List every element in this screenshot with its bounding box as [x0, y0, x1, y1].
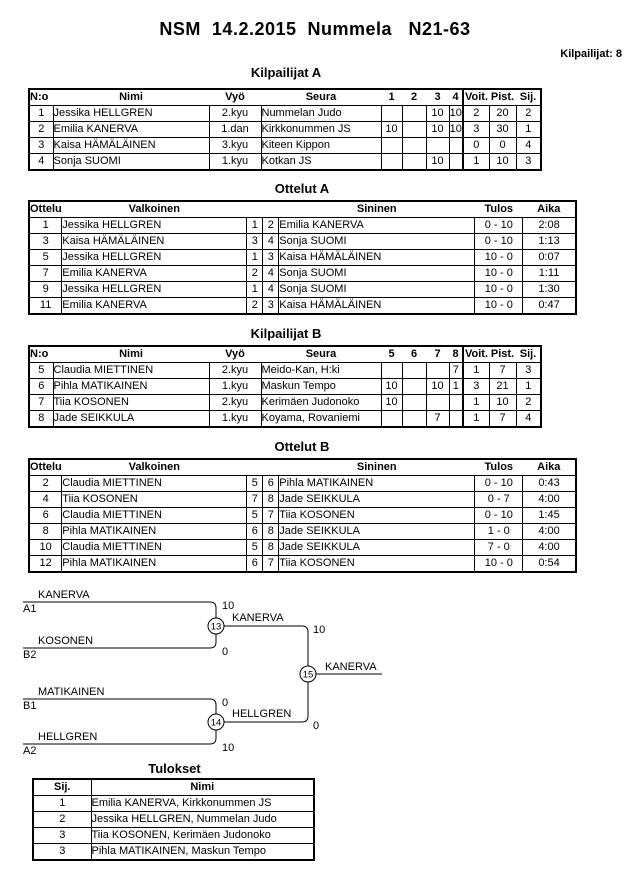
bracket-line-semi1-winner: [224, 626, 308, 666]
col-header-place: Sij.: [516, 89, 541, 106]
cell-no: 2: [29, 122, 53, 138]
cell-result: 0 - 10: [475, 218, 523, 234]
final-winner-name: KANERVA: [325, 661, 377, 673]
col-header-points: Pist.: [489, 89, 516, 106]
cell-time: 0:47: [523, 298, 576, 315]
cell-points: 20: [489, 106, 516, 122]
cell-white-no: 1: [247, 282, 263, 298]
cell-no: 8: [29, 411, 53, 428]
cell-club: Kiteen Kippon: [261, 138, 381, 154]
cell-blue-no: 7: [263, 508, 279, 524]
cell-white-no: 2: [247, 298, 263, 315]
cell-blue-name: Sonja SUOMI: [279, 266, 475, 282]
bracket-slot-score: 0: [222, 646, 229, 658]
col-header-match: Ottelu: [29, 201, 62, 218]
bracket-slot-seed: B1: [23, 700, 37, 712]
cell-place: 2: [33, 812, 91, 828]
cell-white-name: Emilia KANERVA: [62, 266, 247, 282]
cell-points: 21: [489, 379, 516, 395]
cell-name: Jade SEIKKULA: [53, 411, 209, 428]
cell-blue-no: 4: [263, 234, 279, 250]
cell-wins: 1: [463, 411, 489, 428]
col-header-name: Nimi: [53, 346, 209, 363]
result-row: [33, 812, 314, 828]
col-header-result: Tulos: [475, 459, 523, 476]
cell-wins: 1: [463, 395, 489, 411]
col-header-name: Nimi: [91, 779, 314, 796]
cell-match-no: 12: [29, 556, 62, 573]
col-header-r3: 3: [426, 89, 449, 106]
match-14-number: 14: [210, 717, 222, 729]
cell-blue-no: 8: [263, 524, 279, 540]
cell-no: 1: [29, 106, 53, 122]
cell-points: 7: [489, 363, 516, 379]
cell-blue-no: 7: [263, 556, 279, 573]
bracket-slot-name: KOSONEN: [38, 635, 94, 647]
col-header-belt: Vyö: [209, 346, 261, 363]
cell-r8: 1: [449, 379, 463, 395]
cell-blue-no: 6: [263, 476, 279, 492]
cell-r8: 7: [449, 363, 463, 379]
semi2-winner-score: 0: [313, 720, 320, 732]
cell-blue-name: Kaisa HÄMÄLÄINEN: [279, 298, 475, 315]
cell-belt: 1.kyu: [209, 154, 261, 171]
cell-name: Claudia MIETTINEN: [53, 363, 209, 379]
cell-club: Nummelan Judo: [261, 106, 381, 122]
cell-white-no: 5: [247, 508, 263, 524]
bracket-slot-seed: A2: [23, 745, 37, 757]
cell-no: 3: [29, 138, 53, 154]
col-header-result: Tulos: [475, 201, 523, 218]
cell-blue-no: 4: [263, 282, 279, 298]
cell-time: 0:43: [523, 476, 576, 492]
bracket-slot-seed: A1: [23, 603, 37, 615]
cell-result: 10 - 0: [475, 250, 523, 266]
cell-match-no: 3: [29, 234, 62, 250]
cell-no: 5: [29, 363, 53, 379]
cell-points: 0: [489, 138, 516, 154]
cell-place: 4: [516, 138, 541, 154]
cell-blue-no: 8: [263, 540, 279, 556]
cell-white-no: 6: [247, 524, 263, 540]
competitors-count: Kilpailijat: 8: [560, 48, 622, 60]
col-header-r7: 7: [426, 346, 449, 363]
result-row: [33, 844, 314, 861]
cell-blue-name: Sonja SUOMI: [279, 234, 475, 250]
cell-time: 1:30: [523, 282, 576, 298]
cell-name: Pihla MATIKAINEN: [53, 379, 209, 395]
cell-place: 3: [33, 844, 91, 861]
cell-name: Emilia KANERVA: [53, 122, 209, 138]
cell-white-name: Claudia MIETTINEN: [62, 476, 247, 492]
cell-time: 4:00: [523, 492, 576, 508]
cell-white-name: Pihla MATIKAINEN: [62, 556, 247, 573]
cell-belt: 2.kyu: [209, 363, 261, 379]
col-header-points: Pist.: [489, 346, 516, 363]
cell-r3: 10: [426, 106, 449, 122]
col-header-r5: 5: [381, 346, 402, 363]
cell-result: 7 - 0: [475, 540, 523, 556]
cell-r1: 10: [381, 122, 402, 138]
semi2-winner-name: HELLGREN: [232, 708, 292, 720]
bracket-slot-score: 10: [222, 600, 235, 612]
col-header-r6: 6: [402, 346, 426, 363]
cell-match-no: 8: [29, 524, 62, 540]
result-row: [33, 828, 314, 844]
cell-white-no: 5: [247, 476, 263, 492]
cell-time: 2:08: [523, 218, 576, 234]
cell-name: Emilia KANERVA, Kirkkonummen JS: [91, 796, 314, 812]
cell-blue-name: Jade SEIKKULA: [279, 540, 475, 556]
cell-r5: 10: [381, 395, 402, 411]
cell-r3: 10: [426, 154, 449, 171]
cell-wins: 3: [463, 379, 489, 395]
cell-time: 0:54: [523, 556, 576, 573]
cell-white-no: 1: [247, 218, 263, 234]
cell-time: 4:00: [523, 524, 576, 540]
bracket-slot-seed: B2: [23, 649, 37, 661]
semi1-winner-score: 10: [313, 624, 326, 636]
col-header-time: Aika: [523, 201, 576, 218]
cell-belt: 2.kyu: [209, 106, 261, 122]
col-header-white: Valkoinen: [62, 459, 247, 476]
cell-blue-no: 4: [263, 266, 279, 282]
cell-white-no: 5: [247, 540, 263, 556]
cell-blue-name: Kaisa HÄMÄLÄINEN: [279, 250, 475, 266]
cell-white-no: 7: [247, 492, 263, 508]
cell-white-name: Jessika HELLGREN: [62, 218, 247, 234]
cell-belt: 1.kyu: [209, 379, 261, 395]
cell-blue-no: 2: [263, 218, 279, 234]
cell-blue-name: Jade SEIKKULA: [279, 524, 475, 540]
col-header-r1: 1: [381, 89, 402, 106]
cell-club: Kirkkonummen JS: [261, 122, 381, 138]
col-header-blue: Sininen: [279, 459, 475, 476]
cell-white-name: Claudia MIETTINEN: [62, 508, 247, 524]
cell-wins: 1: [463, 363, 489, 379]
cell-white-no: 6: [247, 556, 263, 573]
cell-place: 3: [33, 828, 91, 844]
cell-white-name: Tiia KOSONEN: [62, 492, 247, 508]
header-row: [33, 779, 314, 796]
section-heading-tulokset: Tulokset: [148, 761, 201, 776]
cell-result: 0 - 10: [475, 508, 523, 524]
bracket-slot-name: MATIKAINEN: [38, 686, 105, 698]
cell-club: Kerimäen Judonoko: [261, 395, 381, 411]
cell-belt: 2.kyu: [209, 395, 261, 411]
cell-match-no: 4: [29, 492, 62, 508]
cell-white-name: Pihla MATIKAINEN: [62, 524, 247, 540]
cell-blue-name: Tiia KOSONEN: [279, 508, 475, 524]
cell-wins: 1: [463, 154, 489, 171]
cell-r3: 10: [426, 122, 449, 138]
cell-name: Tiia KOSONEN, Kerimäen Judonoko: [91, 828, 314, 844]
col-header-time: Aika: [523, 459, 576, 476]
cell-place: 1: [516, 379, 541, 395]
cell-club: Koyama, Rovaniemi: [261, 411, 381, 428]
page-title: NSM 14.2.2015 Nummela N21-63: [159, 19, 471, 39]
bracket-slot-name: HELLGREN: [38, 731, 98, 743]
cell-r5: 10: [381, 379, 402, 395]
cell-no: 4: [29, 154, 53, 171]
cell-match-no: 10: [29, 540, 62, 556]
cell-place: 4: [516, 411, 541, 428]
cell-r7: 7: [426, 411, 449, 428]
cell-result: 0 - 10: [475, 476, 523, 492]
cell-no: 6: [29, 379, 53, 395]
semi1-winner-name: KANERVA: [232, 612, 284, 624]
cell-place: 1: [33, 796, 91, 812]
cell-blue-no: 3: [263, 298, 279, 315]
cell-match-no: 1: [29, 218, 62, 234]
cell-place: 3: [516, 363, 541, 379]
cell-club: Maskun Tempo: [261, 379, 381, 395]
col-header-no: N:o: [29, 346, 53, 363]
cell-name: Pihla MATIKAINEN, Maskun Tempo: [91, 844, 314, 861]
cell-wins: 0: [463, 138, 489, 154]
cell-blue-name: Emilia KANERVA: [279, 218, 475, 234]
section-heading-kilpailijat-a: Kilpailijat A: [250, 65, 322, 80]
col-header-r2: 2: [402, 89, 426, 106]
match-15-number: 15: [302, 669, 314, 681]
section-heading-ottelut-b: Ottelut B: [274, 439, 330, 454]
cell-belt: 3.kyu: [209, 138, 261, 154]
cell-blue-name: Sonja SUOMI: [279, 282, 475, 298]
cell-white-name: Emilia KANERVA: [62, 298, 247, 315]
bracket-line-slot-a1: [23, 602, 216, 618]
cell-no: 7: [29, 395, 53, 411]
col-header-place: Sij.: [33, 779, 91, 796]
col-header-club: Seura: [261, 89, 381, 106]
section-heading-kilpailijat-b: Kilpailijat B: [250, 326, 322, 341]
cell-name: Kaisa HÄMÄLÄINEN: [53, 138, 209, 154]
bracket-slot-name: KANERVA: [38, 589, 90, 601]
match-13-number: 13: [210, 621, 222, 633]
cell-time: 1:45: [523, 508, 576, 524]
cell-white-no: 1: [247, 250, 263, 266]
cell-wins: 3: [463, 122, 489, 138]
col-header-wins: Voit.: [463, 346, 489, 363]
cell-time: 1:11: [523, 266, 576, 282]
cell-result: 0 - 7: [475, 492, 523, 508]
col-header-r4: 4: [449, 89, 463, 106]
results-table: [32, 778, 315, 861]
cell-time: 0:07: [523, 250, 576, 266]
cell-points: 10: [489, 154, 516, 171]
cell-result: 1 - 0: [475, 524, 523, 540]
cell-belt: 1.kyu: [209, 411, 261, 428]
cell-place: 2: [516, 395, 541, 411]
bracket-slot-score: 10: [222, 742, 235, 754]
col-header-club: Seura: [261, 346, 381, 363]
cell-match-no: 7: [29, 266, 62, 282]
col-header-match: Ottelu: [29, 459, 62, 476]
col-header-white: Valkoinen: [62, 201, 247, 218]
cell-belt: 1.dan: [209, 122, 261, 138]
cell-white-name: Jessika HELLGREN: [62, 282, 247, 298]
cell-r7: 10: [426, 379, 449, 395]
cell-points: 10: [489, 395, 516, 411]
col-header-name: Nimi: [53, 89, 209, 106]
cell-place: 3: [516, 154, 541, 171]
cell-blue-name: Tiia KOSONEN: [279, 556, 475, 573]
col-header-no: N:o: [29, 89, 53, 106]
bracket-slot-score: 0: [222, 697, 229, 709]
cell-result: 10 - 0: [475, 556, 523, 573]
cell-match-no: 2: [29, 476, 62, 492]
cell-r4: 10: [449, 122, 463, 138]
cell-club: Kotkan JS: [261, 154, 381, 171]
cell-name: Jessika HELLGREN, Nummelan Judo: [91, 812, 314, 828]
cell-white-name: Jessika HELLGREN: [62, 250, 247, 266]
cell-club: Meido-Kan, H:ki: [261, 363, 381, 379]
cell-white-name: Claudia MIETTINEN: [62, 540, 247, 556]
cell-result: 0 - 10: [475, 234, 523, 250]
bracket-line-slot-b1: [23, 699, 216, 714]
cell-time: 4:00: [523, 540, 576, 556]
cell-name: Jessika HELLGREN: [53, 106, 209, 122]
cell-white-name: Kaisa HÄMÄLÄINEN: [62, 234, 247, 250]
col-header-belt: Vyö: [209, 89, 261, 106]
cell-result: 10 - 0: [475, 266, 523, 282]
cell-match-no: 6: [29, 508, 62, 524]
cell-place: 2: [516, 106, 541, 122]
cell-blue-no: 3: [263, 250, 279, 266]
cell-points: 30: [489, 122, 516, 138]
cell-wins: 2: [463, 106, 489, 122]
cell-blue-name: Jade SEIKKULA: [279, 492, 475, 508]
col-header-r8: 8: [449, 346, 463, 363]
col-header-wins: Voit.: [463, 89, 489, 106]
cell-name: Tiia KOSONEN: [53, 395, 209, 411]
cell-match-no: 9: [29, 282, 62, 298]
col-header-blue: Sininen: [279, 201, 475, 218]
cell-blue-no: 8: [263, 492, 279, 508]
cell-match-no: 5: [29, 250, 62, 266]
cell-white-no: 2: [247, 266, 263, 282]
cell-points: 7: [489, 411, 516, 428]
col-header-place: Sij.: [516, 346, 541, 363]
section-heading-ottelut-a: Ottelut A: [274, 181, 330, 196]
cell-name: Sonja SUOMI: [53, 154, 209, 171]
cell-match-no: 11: [29, 298, 62, 315]
cell-result: 10 - 0: [475, 282, 523, 298]
cell-r4: 10: [449, 106, 463, 122]
cell-white-no: 3: [247, 234, 263, 250]
cell-result: 10 - 0: [475, 298, 523, 315]
result-row: [33, 796, 314, 812]
cell-time: 1:13: [523, 234, 576, 250]
cell-place: 1: [516, 122, 541, 138]
cell-blue-name: Pihla MATIKAINEN: [279, 476, 475, 492]
